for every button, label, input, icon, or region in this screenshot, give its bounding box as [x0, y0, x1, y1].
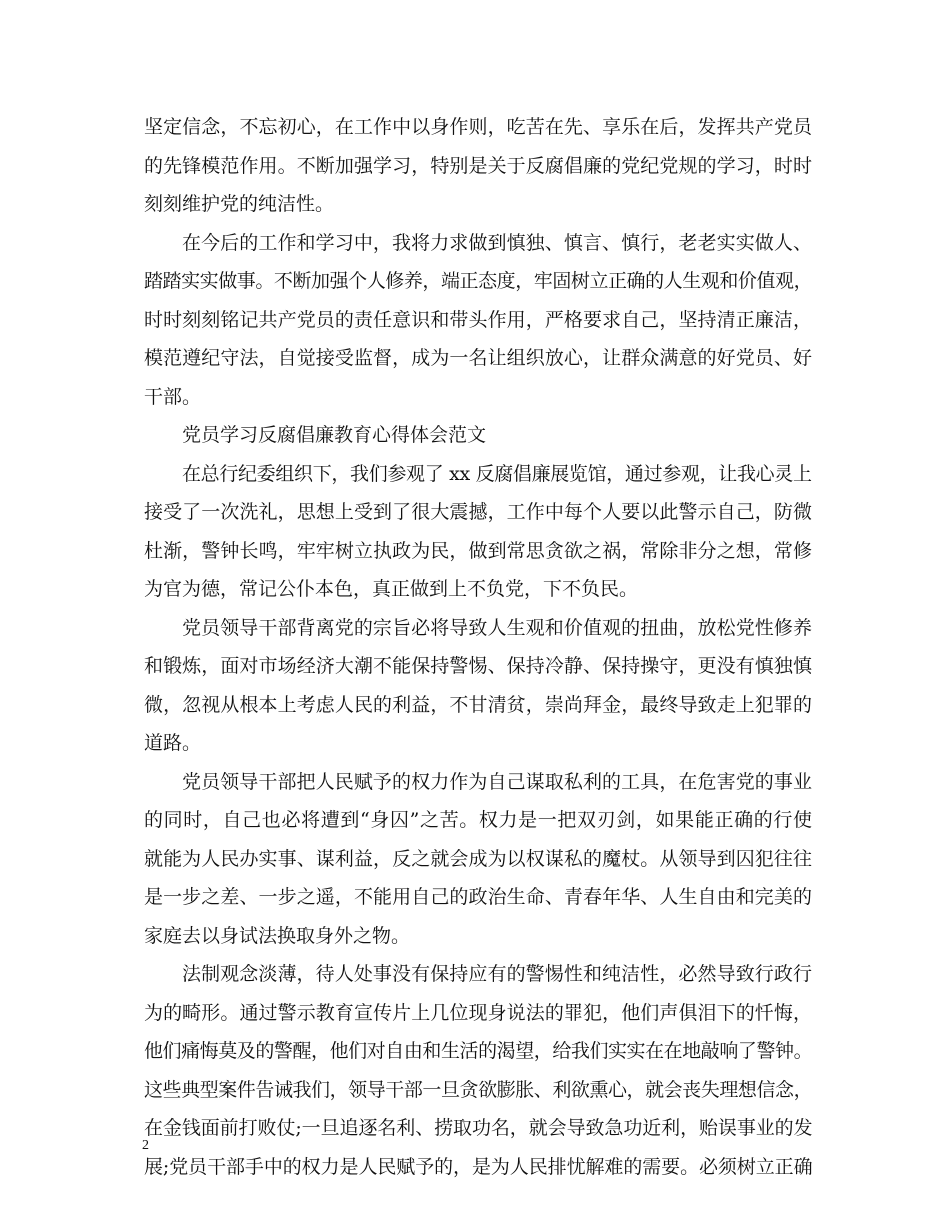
text-line: 干部。 [144, 385, 202, 408]
text-line: 刻刻维护党的纯洁性。 [144, 193, 335, 215]
text-line: 党员领导干部背离党的宗旨必将导致人生观和价值观的扭曲，放松党性修养 [182, 616, 812, 639]
text-line: 的同时，自己也必将遭到“身囚”之苦。权力是一把双刃剑，如果能正确的行使 [144, 809, 812, 831]
text-line: 坚定信念，不忘初心，在工作中以身作则，吃苦在先、享乐在后，发挥共产党员 [144, 116, 812, 138]
text-line: 接受了一次洗礼，思想上受到了很大震撼，工作中每个人要以此警示自己，防微 [144, 501, 812, 523]
text-line: 这些典型案件告诫我们，领导干部一旦贪欲膨胀、利欲熏心，就会丧失理想信念， [144, 1078, 813, 1101]
text-line: 踏踏实实做事。不断加强个人修养，端正态度，牢固树立正确的人生观和价值观， [144, 270, 813, 292]
text-line: 家庭去以身试法换取身外之物。 [144, 924, 411, 947]
text-line: 党员领导干部把人民赋予的权力作为自己谋取私利的工具，在危害党的事业 [182, 770, 812, 793]
text-line: 模范遵纪守法，自觉接受监督，成为一名让组织放心，让群众满意的好党员、好 [144, 347, 812, 369]
text-line: 微，忽视从根本上考虑人民的利益，不甘清贫，崇尚拜金，最终导致走上犯罪的 [144, 693, 812, 716]
text-line: 为官为德，常记公仆本色，真正做到上不负党，下不负民。 [144, 578, 639, 600]
text-line: 时时刻刻铭记共产党员的责任意识和带头作用，严格要求自己，坚持清正廉洁， [144, 308, 812, 331]
page-number: 2 [142, 1138, 149, 1153]
text-line: 展;党员干部手中的权力是人民赋予的，是为人民排忧解难的需要。必须树立正确 [144, 1155, 813, 1178]
text-line: 杜渐，警钟长鸣，牢牢树立执政为民，做到常思贪欲之祸，常除非分之想，常修 [144, 539, 812, 562]
text-line: 党员学习反腐倡廉教育心得体会范文 [182, 424, 487, 446]
text-line: 的先锋模范作用。不断加强学习，特别是关于反腐倡廉的党纪党规的学习，时时 [144, 154, 812, 177]
text-line: 就能为人民办实事、谋利益，反之就会成为以权谋私的魔杖。从领导到囚犯往往 [144, 847, 812, 870]
text-line: 在金钱面前打败仗;一旦追逐名利、捞取功名，就会导致急功近利，贻误事业的发 [144, 1117, 813, 1139]
body-text [144, 108, 812, 1186]
text-line: 是一步之差、一步之遥，不能用自己的政治生命、青春年华、人生自由和完美的 [144, 886, 812, 908]
text-line: 在总行纪委组织下，我们参观了 xx 反腐倡廉展览馆，通过参观，让我心灵上 [182, 462, 812, 485]
text-line: 和锻炼，面对市场经济大潮不能保持警惕、保持冷静、保持操守，更没有慎独慎 [144, 655, 812, 677]
text-line: 法制观念淡薄，待人处事没有保持应有的警惕性和纯洁性，必然导致行政行 [182, 963, 812, 985]
text-line: 在今后的工作和学习中，我将力求做到慎独、慎言、慎行，老老实实做人、 [182, 231, 812, 254]
text-line: 他们痛悔莫及的警醒，他们对自由和生活的渴望，给我们实实在在地敲响了警钟。 [144, 1040, 813, 1062]
text-line: 为的畸形。通过警示教育宣传片上几位现身说法的罪犯，他们声俱泪下的忏悔， [144, 1001, 812, 1024]
text-line: 道路。 [144, 732, 202, 754]
